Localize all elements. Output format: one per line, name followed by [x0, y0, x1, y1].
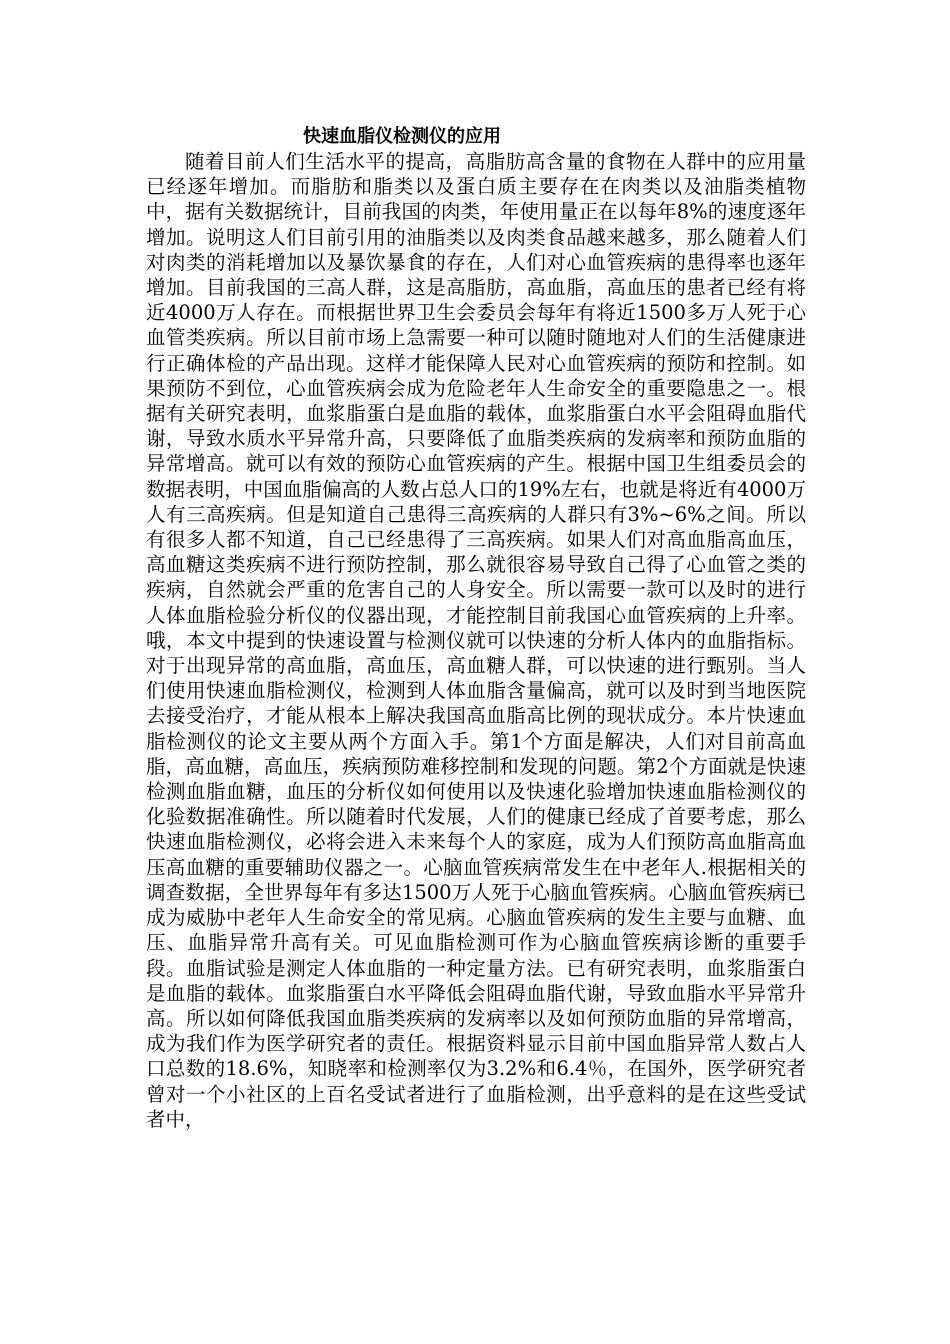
document-title: 快速血脂仪检测仪的应用	[303, 126, 501, 147]
body-paragraph: 随着目前人们生活水平的提高，高脂肪高含量的食物在人群中的应用量已经逐年增加。而脂肪和脂类以及蛋白质主要存在在肉类以及油脂类植物中，据有关数据统计，目前我国的肉类，年使用量正在以每年8%的速度逐年增加。说明这人们目前引用的油脂类以及肉类食品越来越多，那么随着人们对肉类的消耗增加以及暴饮暴食的存在，人们对心血管疾病的患得率也逐年增加。目前我国的三高人群，这是高脂肪，高血脂，高血压的患者已经有将近4000万人存在。而根据世界卫生会委员会每年有将近1500多万人死于心血管类疾病。所以目前市场上急需要一种可以随时随地对人们的生活健康进行正确体检的产品出现。这样才能保障人民对心血管疾病的预防和控制。如果预防不到位，心血管疾病会成为危险老年人生命安全的重要隐患之一。根据有关研究表明，血浆脂蛋白是血脂的载体，血浆脂蛋白水平会阻碍血脂代谢，导致水质水平异常升高，只要降低了血脂类疾病的发病率和预防血脂的异常增高。就可以有效的预防心血管疾病的产生。根据中国卫生组委员会的数据表明，中国血脂偏高的人数占总人口的19%左右，也就是将近有4000万人有三高疾病。但是知道自己患得三高疾病的人群只有3%~6%之间。所以有很多人都不知道，自己已经患得了三高疾病。如果人们对高血脂高血压，高血糖这类疾病不进行预防控制，那么就很容易导致自己得了心血管之类的疾病，自然就会严重的危害自己的人身安全。所以需要一款可以及时的进行人体血脂检验分析仪的仪器出现，才能控制目前我国心血管疾病的上升率。哦，本文中提到的快速设置与检测仪就可以快速的分析人体内的血脂指标。对于出现异常的高血脂，高血压，高血糖人群，可以快速的进行甄别。当人们使用快速血脂检测仪，检测到人体血脂含量偏高，就可以及时到当地医院去接受治疗，才能从根本上解决我国高血脂高比例的现状成分。本片快速血脂检测仪的论文主要从两个方面入手。第1个方面是解决，人们对目前高血脂，高血糖，高血压，疾病预防难移控制和发现的问题。第2个方面就是快速检测血脂血糖，血压的分析仪如何使用以及快速化验增加快速血脂检测仪的化验数据准确性。所以随着时代发展，人们的健康已经成了首要考虑，那么快速血脂检测仪，必将会进入未来每个人的家庭，成为人们预防高血脂高血压高血糖的重要辅助仪器之一。心脑血管疾病常发生在中老年人.根据相关的调查数据，全世界每年有多达1500万人死于心脑血管疾病。心脑血管疾病已成为威胁中老年人生命安全的常见病。心脑血管疾病的发生主要与血糖、血压、血脂异常升高有关。可见血脂检测可作为心脑血管疾病诊断的重要手段。血脂试验是测定人体血脂的一种定量方法。已有研究表明，血浆脂蛋白是血脂的载体。血浆脂蛋白水平降低会阻碍血脂代谢，导致血脂水平异常升高。所以如何降低我国血脂类疾病的发病率以及如何预防血脂的异常增高，成为我们作为医学研究者的责任。根据资料显示目前中国血脂异常人数占人口总数的18.6%，知晓率和检测率仅为3.2%和6.4％，在国外，医学研究者曾对一个小社区的上百名受试者进行了血脂检测，出乎意料的是在这些受试者中，	[146, 150, 806, 1131]
